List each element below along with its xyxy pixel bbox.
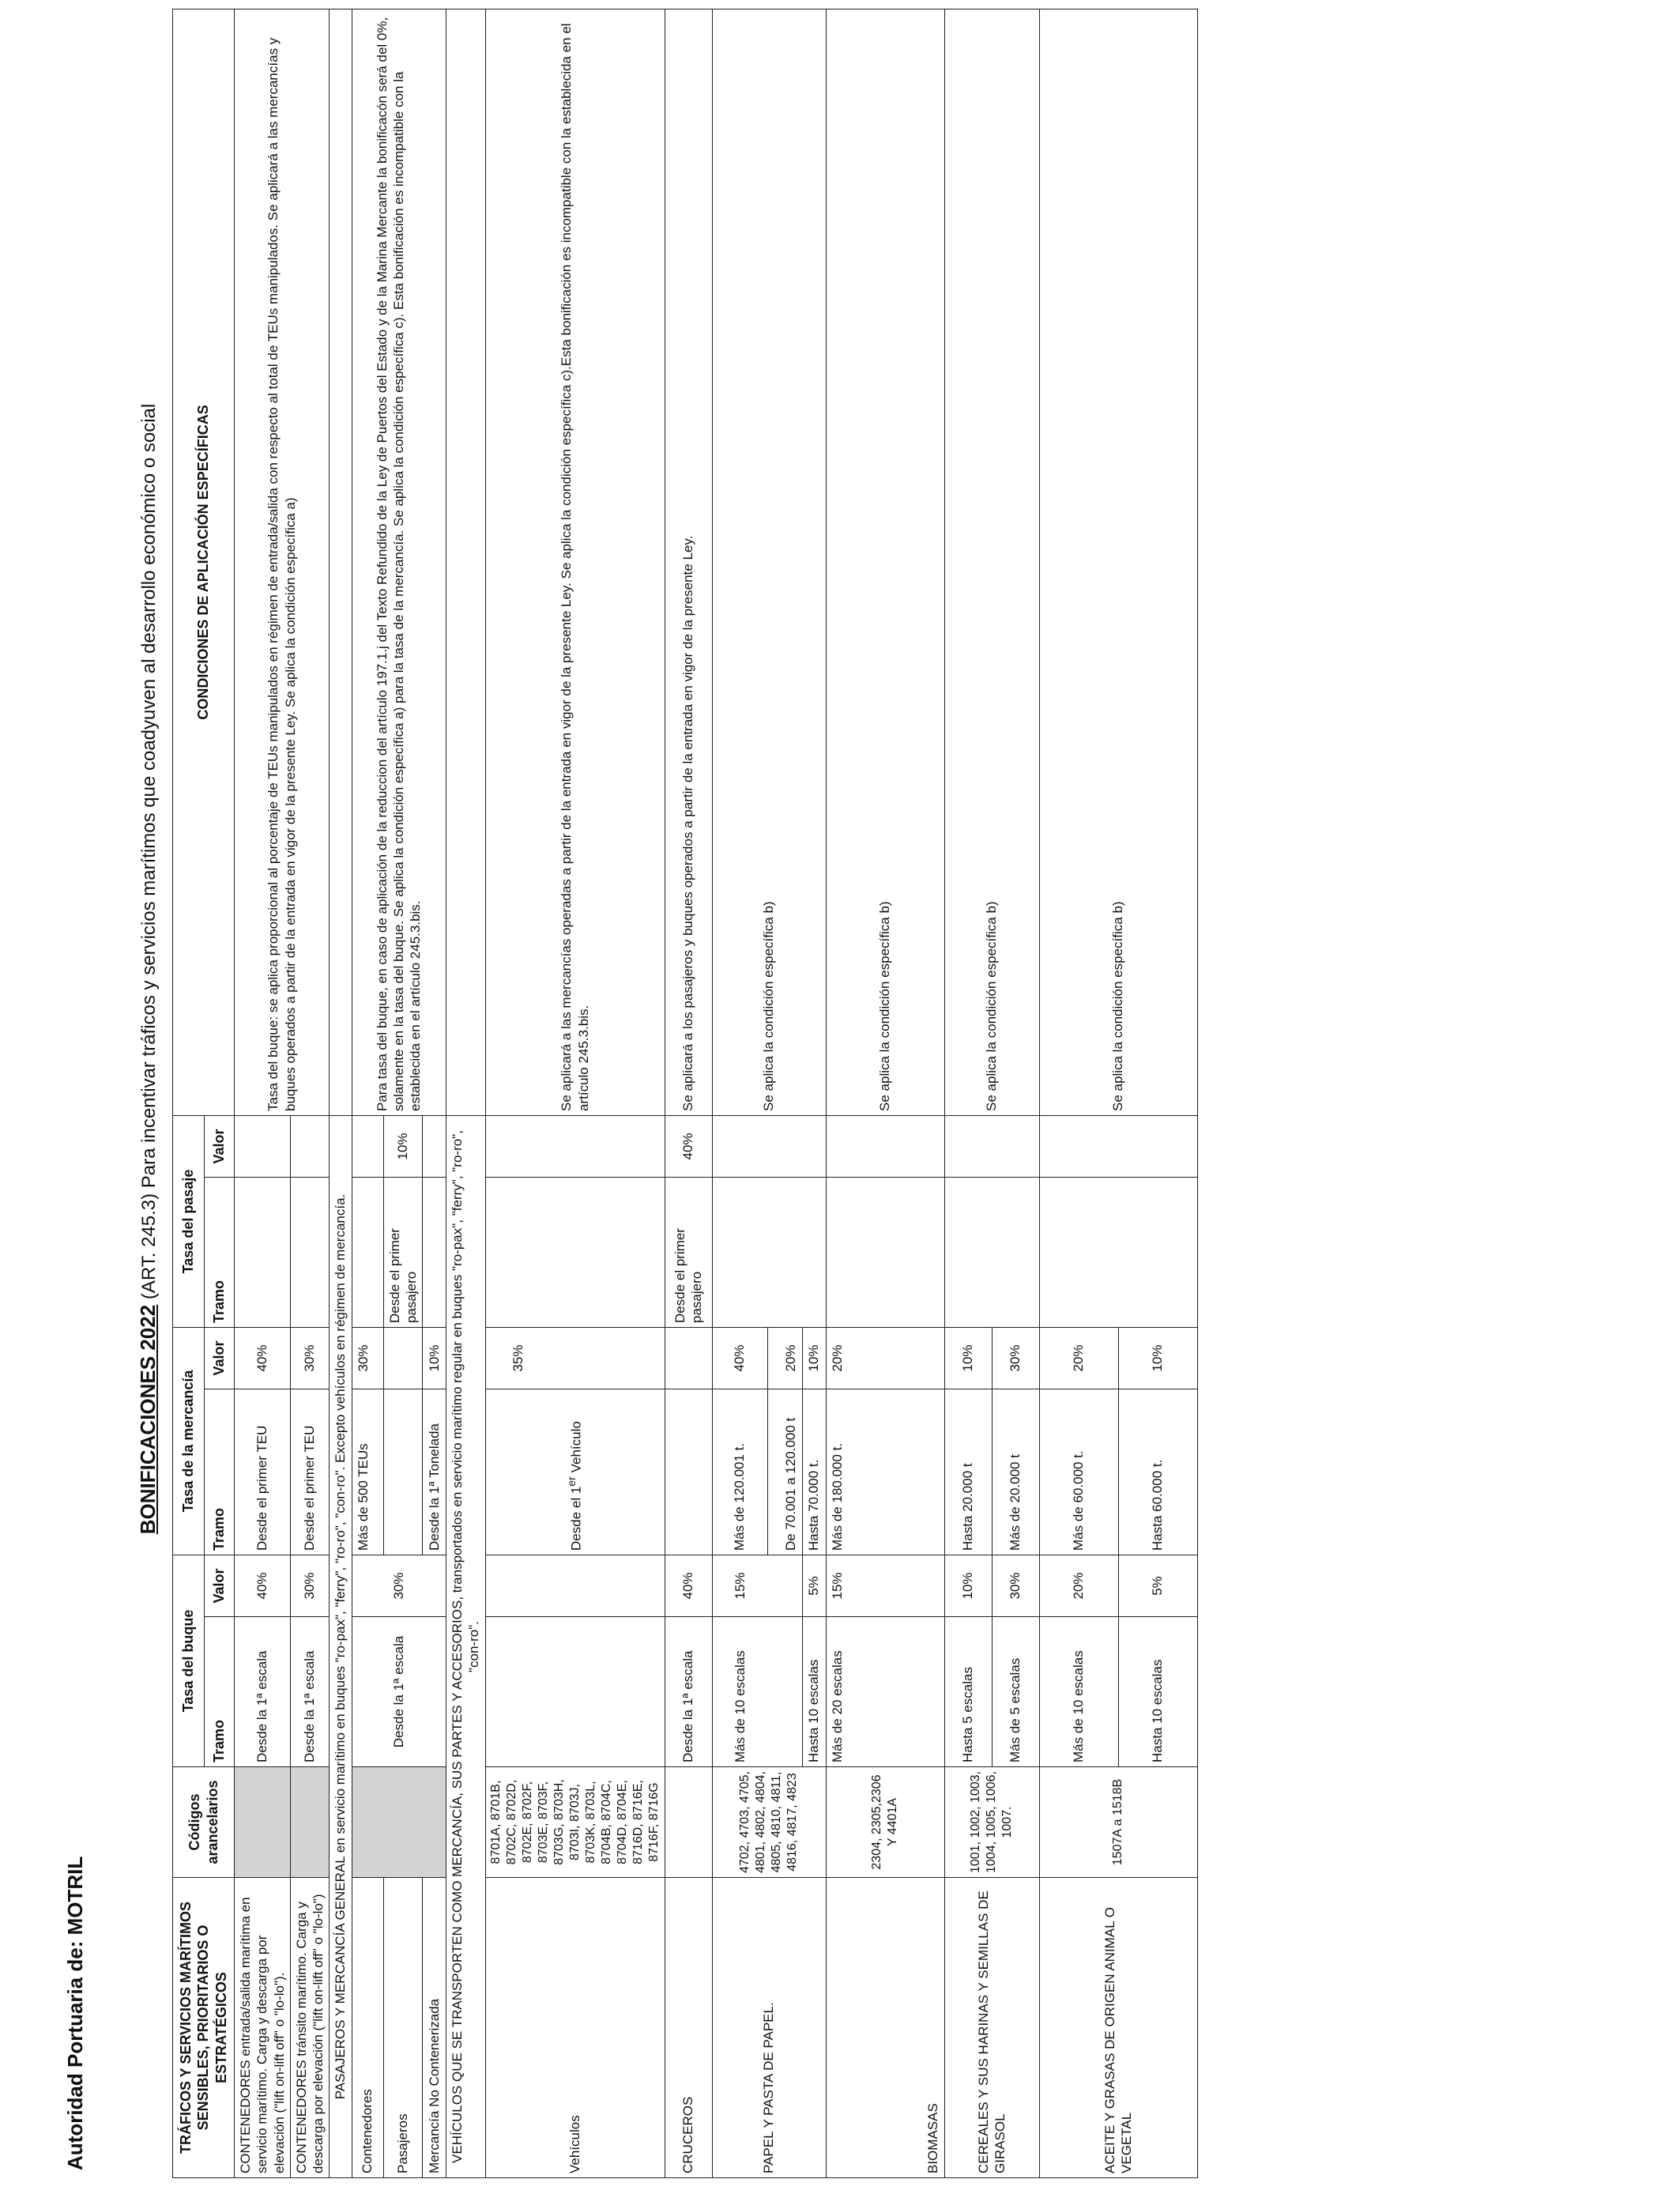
section-heading: VEHÍCULOS QUE SE TRANSPORTEN COMO MERCANCÍA, SUS PARTES Y ACCESORIOS, transportados en servicio marítimo regular en buques "ro-pax", "ferry", "ro-ro", "con-ro". <box>446 1115 486 2177</box>
mercancia-valor: 20% <box>767 1327 802 1389</box>
conditions-cell: Se aplica la condición específica b) <box>944 9 1039 1115</box>
section-row <box>330 9 352 2177</box>
buque-valor: 40% <box>665 1555 712 1616</box>
mercancia-valor: 30% <box>290 1327 330 1389</box>
pasaje-tramo <box>712 1177 826 1327</box>
table-row <box>665 9 712 2177</box>
header-pasaje-tramo: Tramo <box>205 1177 235 1327</box>
pasaje-tramo <box>235 1177 291 1327</box>
header-mercancia-valor: Valor <box>205 1327 235 1389</box>
buque-tramo: Hasta 5 escalas <box>944 1617 992 1767</box>
header-tasa-pasaje: Tasa del pasaje <box>173 1115 205 1327</box>
pasaje-valor: 40% <box>665 1115 712 1177</box>
conditions-cell: Se aplica la condición específica b) <box>712 9 826 1115</box>
codes-cell <box>665 1767 712 1878</box>
buque-valor: 40% <box>235 1555 291 1616</box>
codes-cell: 8701A, 8701B, 8702C, 8702D, 8702E, 8702F, 8703E, 8703F, 8703G, 8703H, 8703I, 8703J, 8703K, 8703L, 8704B, 8704C, 8704D, 8704E, 8716D, 8716E, 8716F, 8716G <box>485 1767 665 1878</box>
row-label: CRUCEROS <box>665 1878 712 2178</box>
mercancia-tramo-text-2: Vehículo <box>568 1421 584 1477</box>
pasaje-valor <box>423 1115 446 1177</box>
mercancia-valor: 10% <box>944 1327 992 1389</box>
buque-valor: 15% <box>712 1555 767 1616</box>
port-authority-title: Autoridad Portuaria de: MOTRIL <box>63 1856 87 2170</box>
mercancia-valor: 10% <box>802 1327 826 1389</box>
pasaje-tramo: Desde el primer pasajero <box>383 1177 423 1327</box>
buque-valor: 15% <box>826 1555 944 1616</box>
table-row <box>826 9 944 2177</box>
row-label: ACEITE Y GRASAS DE ORIGEN ANIMAL O VEGETAL <box>1039 1878 1197 2178</box>
buque-tramo <box>485 1617 665 1767</box>
buque-valor: 5% <box>802 1555 826 1616</box>
codes-cell <box>235 1767 291 1878</box>
row-label: Mercancía No Contenerizada <box>423 1878 446 2178</box>
row-label: Contenedores <box>352 1878 383 2178</box>
section-heading: PASAJEROS Y MERCANCÍA GENERAL en servicio marítimo en buques "ro-pax", "ferry", "ro-ro", "con-ro". Excepto vehículos en régimen de mercancía. <box>330 1115 352 2177</box>
header-traffic: TRÁFICOS Y SERVICIOS MARÍTIMOS SENSIBLES, PRIORITARIOS O ESTRATÉGICOS <box>173 1878 235 2178</box>
row-label: CEREALES Y SUS HARINAS Y SEMILLAS DE GIRASOL <box>944 1878 1039 2178</box>
codes-cell: 2304, 2305,2306 Y 4401A <box>826 1767 944 1878</box>
pasaje-tramo <box>290 1177 330 1327</box>
pasaje-valor <box>485 1115 665 1177</box>
buque-valor: 20% <box>1039 1555 1118 1616</box>
mercancia-tramo <box>485 1389 665 1555</box>
buque-tramo: Más de 5 escalas <box>992 1617 1039 1767</box>
conditions-cell: Se aplica la condición específica b) <box>826 9 944 1115</box>
mercancia-valor: 30% <box>992 1327 1039 1389</box>
bonificaciones-table <box>172 9 1198 2178</box>
header-tasa-buque: Tasa del buque <box>173 1555 205 1766</box>
table-row <box>485 9 665 2177</box>
pasaje-tramo <box>944 1177 1039 1327</box>
pasaje-tramo <box>485 1177 665 1327</box>
conditions-cell: Tasa del buque: se aplica proporcional al porcentaje de TEUs manipulados en régimen de entrada/salida con respecto al total de TEUs manipulados. Se aplicará a las mercancías y buques operados a partir de la entrada en vigor de la presente Ley. Se aplica la condición específica a) <box>235 9 330 1115</box>
buque-valor: 5% <box>1118 1555 1197 1616</box>
buque-valor <box>767 1555 802 1616</box>
pasaje-valor <box>712 1115 826 1177</box>
header-buque-valor: Valor <box>205 1555 235 1616</box>
conditions-cell: Se aplicará a los pasajeros y buques operados a partir de la entrada en vigor de la presente Ley. <box>665 9 712 1115</box>
mercancia-tramo: Más de 180.000 t. <box>826 1389 944 1555</box>
conditions-cell: Se aplica la condición específica b) <box>1039 9 1197 1115</box>
buque-valor: 30% <box>290 1555 330 1616</box>
buque-valor: 10% <box>944 1555 992 1616</box>
pasaje-valor <box>290 1115 330 1177</box>
row-label: CONTENEDORES tránsito marítimo. Carga y descarga por elevación ("lift on-lift off" o "lo-lo") <box>290 1878 330 2178</box>
row-label: Pasajeros <box>383 1878 423 2178</box>
mercancia-tramo: Hasta 20.000 t <box>944 1389 992 1555</box>
title-rest: (ART. 245.3) Para incentivar tráficos y servicios marítimos que coadyuven al desarrollo económico o social <box>138 403 160 1305</box>
codes-cell <box>352 1767 446 1878</box>
codes-cell: 1507A a 1518B <box>1039 1767 1197 1878</box>
buque-tramo: Desde la 1ª escala <box>290 1617 330 1767</box>
buque-tramo <box>767 1617 802 1767</box>
codes-cell: 1001, 1002, 1003, 1004, 1005, 1006, 1007. <box>944 1767 1039 1878</box>
pasaje-tramo <box>352 1177 383 1327</box>
mercancia-valor <box>665 1327 712 1389</box>
pasaje-valor <box>235 1115 291 1177</box>
mercancia-tramo: Desde la 1ª Tonelada <box>423 1389 446 1555</box>
mercancia-tramo-text: Desde el 1 <box>568 1486 584 1551</box>
conditions-cell: Se aplicará a las mercancías operadas a partir de la entrada en vigor de la presente Ley. Se aplica la condición específica c).Esta bonificación es incompatible con la establecida en el artículo 245.3.bis. <box>485 9 665 1115</box>
buque-tramo: Desde la 1ª escala <box>665 1617 712 1767</box>
mercancia-tramo: Desde el primer TEU <box>290 1389 330 1555</box>
header-buque-tramo: Tramo <box>205 1617 235 1767</box>
mercancia-tramo <box>665 1389 712 1555</box>
pasaje-valor <box>944 1115 1039 1177</box>
mercancia-tramo: Hasta 60.000 t. <box>1118 1389 1197 1555</box>
buque-valor: 30% <box>992 1555 1039 1616</box>
table-row <box>352 9 383 2177</box>
buque-tramo: Hasta 10 escalas <box>802 1617 826 1767</box>
header-pasaje-valor: Valor <box>205 1115 235 1177</box>
mercancia-tramo: Más de 500 TEUs <box>352 1389 383 1555</box>
mercancia-tramo <box>383 1389 423 1555</box>
buque-tramo: Más de 10 escalas <box>712 1617 767 1767</box>
pasaje-valor <box>1039 1115 1197 1177</box>
mercancia-tramo: Hasta 70.000 t. <box>802 1389 826 1555</box>
row-label: CONTENEDORES entrada/salida marítima en servicio marítimo. Carga y descarga por elevación ("lift on-lift off" o "lo-lo"). <box>235 1878 291 2178</box>
row-label: PAPEL Y PASTA DE PAPEL. <box>712 1878 826 2178</box>
mercancia-tramo: Más de 60.000 t. <box>1039 1389 1118 1555</box>
header-conditions: CONDICIONES DE APLICACIÓN ESPECÍFICAS <box>173 9 235 1115</box>
pasaje-valor: 10% <box>383 1115 423 1177</box>
table-row <box>1039 9 1118 2177</box>
table-row <box>235 9 291 2177</box>
pasaje-valor <box>352 1115 383 1177</box>
buque-tramo: Más de 20 escalas <box>826 1617 944 1767</box>
mercancia-tramo: Más de 120.001 t. <box>712 1389 767 1555</box>
buque-valor <box>485 1555 665 1616</box>
conditions-blank <box>446 9 486 1115</box>
mercancia-valor: 30% <box>352 1327 383 1389</box>
section-row <box>446 9 486 2177</box>
row-label: BIOMASAS <box>826 1878 944 2178</box>
header-mercancia-tramo: Tramo <box>205 1389 235 1555</box>
buque-tramo: Hasta 10 escalas <box>1118 1617 1197 1767</box>
buque-tramo: Más de 10 escalas <box>1039 1617 1118 1767</box>
conditions-cell: Para tasa del buque, en caso de aplicación de la reduccion del artículo 197.1.j del Texto Refundido de la Ley de Puertos del Estado y de la Marina Mercante la bonificacón será del 0%, solamente en la tasa del buque. Se aplica la condición específica a) para la tasa de la mercancía. Se aplica la condición específica c). Esta bonificación es incompatible con la establecida en el artículo 245.3.bis. <box>352 9 446 1115</box>
table-row <box>712 9 767 2177</box>
mercancia-valor: 10% <box>423 1327 446 1389</box>
header-codes: Códigos arancelarios <box>173 1767 235 1878</box>
buque-tramo: Desde la 1ª escala <box>352 1617 446 1767</box>
row-label: Vehículos <box>485 1878 665 2178</box>
mercancia-tramo: Más de 20.000 t <box>992 1389 1039 1555</box>
pasaje-tramo: Desde el primer pasajero <box>665 1177 712 1327</box>
title-main: BONIFICACIONES 2022 <box>136 1304 160 1535</box>
codes-cell: 4702, 4703, 4705, 4801, 4802, 4804, 4805, 4810, 4811, 4816, 4817, 4823 <box>712 1767 826 1878</box>
mercancia-tramo-sup: er <box>565 1476 578 1487</box>
mercancia-valor: 40% <box>235 1327 291 1389</box>
pasaje-valor <box>826 1115 944 1177</box>
mercancia-valor: 40% <box>712 1327 767 1389</box>
pasaje-tramo <box>1039 1177 1197 1327</box>
mercancia-tramo: De 70.001 a 120.000 t <box>767 1389 802 1555</box>
buque-tramo: Desde la 1ª escala <box>235 1617 291 1767</box>
mercancia-tramo: Desde el primer TEU <box>235 1389 291 1555</box>
mercancia-valor <box>383 1327 423 1389</box>
conditions-blank <box>330 9 352 1115</box>
pasaje-tramo <box>423 1177 446 1327</box>
table-row <box>944 9 992 2177</box>
mercancia-valor: 10% <box>1118 1327 1197 1389</box>
mercancia-valor: 20% <box>1039 1327 1118 1389</box>
codes-cell <box>290 1767 330 1878</box>
mercancia-valor: 20% <box>826 1327 944 1389</box>
pasaje-tramo <box>826 1177 944 1327</box>
header-tasa-mercancia: Tasa de la mercancía <box>173 1327 205 1555</box>
mercancia-valor: 35% <box>485 1327 665 1389</box>
buque-valor: 30% <box>352 1555 446 1616</box>
document-title <box>136 60 160 1878</box>
